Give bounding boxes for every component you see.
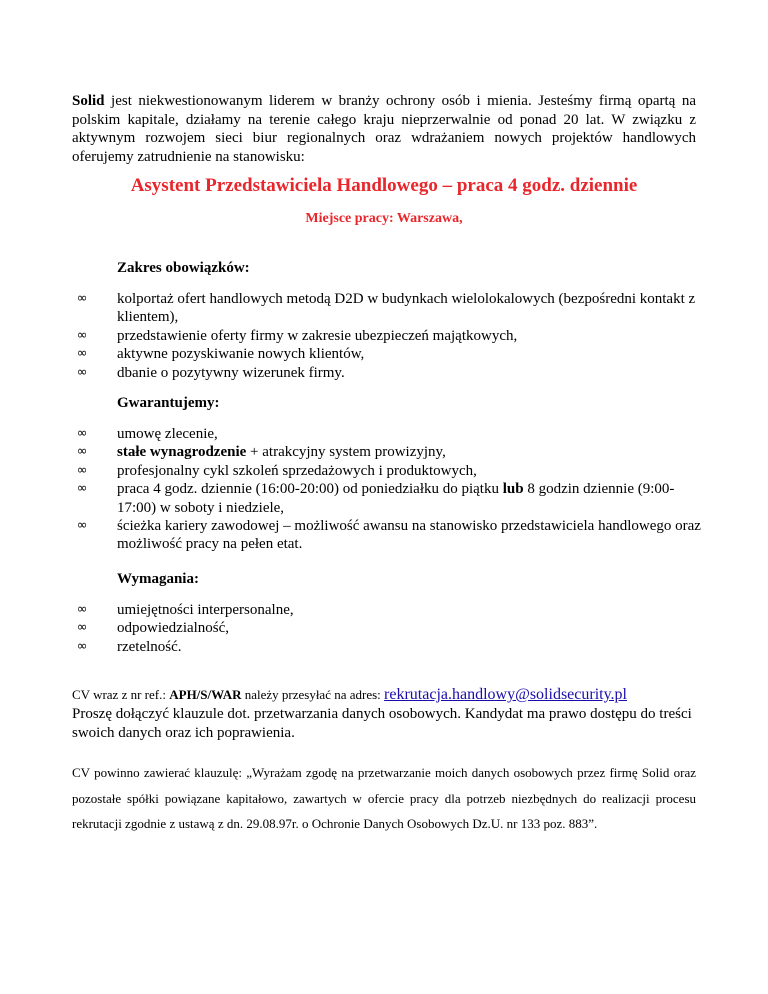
reference-number: APH/S/WAR [169, 687, 242, 702]
data-processing-clause: CV powinno zawierać klauzulę: „Wyrażam zgodę na przetwarzanie moich danych osobowych przez firmę Solid oraz pozostałe spółki powiązane kapitałowo, zawartych w ofercie pracy dla potrzeb niezbędnych do realizacji procesu rekrutacji zgodnie z ustawą z dn. 29.08.97r. o Ochronie Danych Osobowych Dz.U. nr 133 poz. 883”. [72, 765, 696, 831]
list-item [72, 480, 702, 517]
list-item-text: dbanie o pozytywny wizerunek firmy. [117, 364, 345, 381]
list-item-text: ścieżka kariery zawodowej – możliwość awansu na stanowisko przedstawiciela handlowego oraz możliwość pracy na pełen etat. [117, 518, 701, 553]
bullet-icon: ∞ [76, 426, 88, 441]
list-item-text: praca 4 godz. dziennie (16:00-20:00) od poniedziałku do piątku [117, 481, 503, 498]
consent-note: Proszę dołączyć klauzule dot. przetwarzania danych osobowych. Kandydat ma prawo dostępu do treści swoich danych oraz ich poprawienia. [72, 706, 692, 741]
list-item-text: + atrakcyjny system prowizyjny, [246, 444, 446, 461]
list-item [72, 462, 702, 480]
list-item [72, 638, 702, 656]
email-link[interactable]: rekrutacja.handlowy@solidsecurity.pl [384, 686, 627, 703]
list-item [72, 345, 702, 363]
application-instructions [72, 686, 712, 704]
bullet-icon: ∞ [76, 481, 88, 497]
list-item [72, 619, 702, 637]
offer-heading: Gwarantujemy: [117, 395, 220, 411]
list-item-text: 8 godzin dziennie (9:00-17:00) w soboty i niedziele, [117, 481, 675, 516]
duties-list [72, 290, 702, 382]
list-item-text: profesjonalny cykl szkoleń sprzedażowych i produktowych, [117, 462, 477, 479]
list-item [72, 601, 702, 619]
list-item-text: umowę zlecenie, [117, 426, 218, 442]
list-item [72, 364, 702, 382]
offer-list [72, 425, 702, 554]
bullet-icon: ∞ [76, 462, 88, 478]
application-middle: należy przesyłać na adres: [241, 687, 385, 702]
bullet-icon: ∞ [76, 518, 88, 534]
list-item [72, 327, 702, 345]
bullet-icon: ∞ [76, 444, 88, 460]
intro-text: jest niekwestionowanym liderem w branży ochrony osób i mienia. Jesteśmy firmą opartą na polskim kapitale, działamy na terenie całego kraju nieprzerwalnie od ponad 20 lat. W związku z aktywnym rozwojem sieci biur regionalnych oraz wdrażaniem nowych projektów handlowych oferujemy zatrudnienie na stanowisku: [72, 93, 696, 165]
requirements-heading: Wymagania: [117, 571, 199, 587]
bullet-icon: ∞ [76, 638, 88, 654]
job-location: Miejsce pracy: Warszawa, [305, 211, 463, 226]
list-item-text: odpowiedzialność, [117, 620, 230, 637]
or-emphasis: lub [502, 481, 524, 498]
duties-heading: Zakres obowiązków: [117, 260, 250, 276]
requirements-list [72, 601, 702, 656]
bullet-icon: ∞ [76, 327, 88, 343]
bullet-icon: ∞ [76, 346, 88, 362]
list-item-text: aktywne pozyskiwanie nowych klientów, [117, 346, 365, 363]
list-item [72, 425, 702, 443]
job-title: Asystent Przedstawiciela Handlowego – praca 4 godz. dziennie [130, 175, 638, 196]
bullet-icon: ∞ [76, 602, 88, 617]
bullet-icon: ∞ [76, 620, 88, 636]
intro-paragraph [72, 92, 696, 166]
list-item [72, 517, 702, 554]
list-item-text: przedstawienie oferty firmy w zakresie ubezpieczeń majątkowych, [117, 327, 518, 344]
application-prefix: CV wraz z nr ref.: [72, 687, 170, 702]
company-name: Solid [72, 93, 105, 109]
list-item [72, 290, 702, 327]
list-item-text: umiejętności interpersonalne, [117, 602, 294, 618]
list-item [72, 443, 702, 461]
bullet-icon: ∞ [76, 291, 88, 306]
list-item-text: rzetelność. [117, 638, 182, 655]
salary-emphasis: stałe wynagrodzenie [117, 444, 247, 461]
list-item-text: kolportaż ofert handlowych metodą D2D w budynkach wielolokalowych (bezpośredni kontakt z klientem), [117, 291, 696, 326]
bullet-icon: ∞ [76, 364, 88, 380]
